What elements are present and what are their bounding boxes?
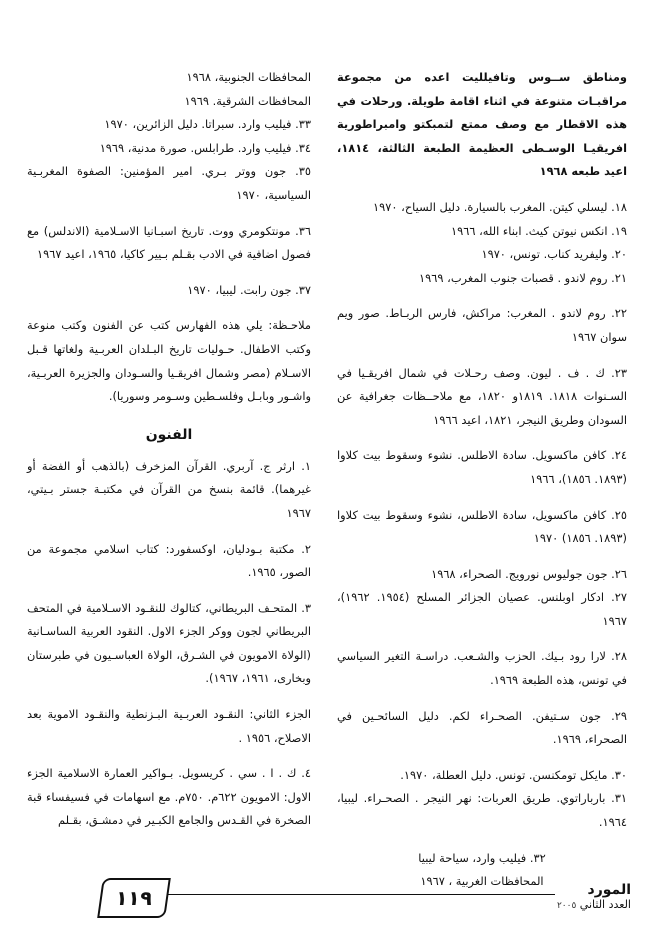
arts-item-3-part2: الجزء الثاني: النقـود العربـية البـزنطية والنقـود الاموية بعد الاصلاح، ١٩٥٦ . [27, 707, 311, 745]
ref-item-19: ١٩. انكس نيوتن كيث. ابناء الله، ١٩٦٦ [450, 223, 627, 238]
page-footer [0, 872, 661, 932]
ref-item-21: ٢١. روم لاندو . قصبات جنوب المغرب، ١٩٦٩ [419, 270, 627, 285]
footer-rule [168, 894, 555, 895]
note-paragraph: ملاحـظة: يلي هذه الفهارس كتب عن الفنون وكتب منوعة وكتب الاطفال. حـوليات تاريخ البـلدان العربـية ولغاتها قـبل الاسـلام (مصر وشمال افريقـيا والسـودان والجزيرة العربـية، واشـور وبابـل وفلسـطين وسـومر وسوريا). [27, 318, 311, 404]
ref-item-24: ٢٤. كافن ماكسويل. سادة الاطلس. نشوء وسقوط بيت كلاوا (١٨٩٣. ١٨٥٦)، ١٩٦٦ [337, 448, 627, 486]
ref-item-28: ٢٨. لارا رود بـيك. الحزب والشـعب. دراسـة التغير السياسي في تونس، هذه الطبعة ١٩٦٩. [337, 649, 627, 688]
arts-item-2: ٢. مكتبة بـودليان، اوكسفورد: كتاب اسلامي مجموعة من الصور، ١٩٦٥. [27, 541, 311, 580]
ref-item-23: ٢٣. ك . ف . ليون. وصف رحـلات في شمال افريقـيا في السـنوات ١٨١٨. ١٨١٩و ١٨٢٠، مع ملاحــظات جغرافية عن السودان وطريق النيجر، ١٨٢١، اعيد ١٩٦٦ [337, 365, 628, 427]
ref-item-29: ٢٩. جون سـتيفن. الصحـراء لكم. دليل السائحـين في الصحراء، ١٩٦٩. [337, 708, 627, 747]
arts-item-1: ١. ارثر ج. آربري. القرآن المزخرف (بالذهب أو الفضة أو غيرهما). قائمة بنسخ من القرآن في مكتبـة جستر بـيتي، ١٩٦٧ [27, 458, 311, 520]
magazine-name: المورد [587, 882, 631, 898]
left-column [27, 66, 311, 833]
ref-item-30: ٣٠. مايكل تومكنسن. تونس. دليل العطلة، ١٩٧٠. [400, 767, 627, 782]
ref-item-18: ١٨. ليسلي كيتن. المغرب بالسيارة. دليل السياح، ١٩٧٠ [373, 199, 627, 214]
ref-item-32: ٣٢. فيليب وارد، سياحة ليبيا [418, 850, 546, 865]
ref-item-33: ٣٣. فيليب وارد. سبراتا. دليل الزائرين، ١٩٧٠ [104, 117, 311, 132]
magazine-masthead [555, 882, 631, 913]
ref-item-20: ٢٠. وليفريد كناب. تونس، ١٩٧٠ [481, 247, 627, 262]
ref-item-37: ٣٧. جون رابت. ليبيا، ١٩٧٠ [187, 282, 311, 297]
ref-item-27: ٢٧. ادكار اوبلنس. عصيان الجزائر المسلح (١٩٥٤. ١٩٦٢)، ١٩٦٧ [337, 590, 628, 628]
ref-item-36: ٣٦. مونتكومري ووت. تاريخ اسبـانيا الاسـلامية (الاندلس) مع فصول اضافية في الادب بقـلم بـيير كاكيا، ١٩٦٥، اعيد ١٩٦٧ [27, 223, 311, 262]
ref-item-35: ٣٥. جون ووتر بـري. امير المؤمنين: الصفوة المغربـية السياسية، ١٩٧٠ [27, 164, 311, 202]
arts-item-3: ٣. المتحـف البريطاني، كتالوك للنقـود الاسـلامية في المتحف البريطاني لجون ووكر الجزء الاول. النقود العربية الساسـانية (الولاة الامويون في الشـرق، الولاة العباسـيون في طبرستان وبخارى، ١٩٦١، ١٩٦٧). [27, 600, 311, 686]
ref-item-25: ٢٥. كافن ماكسويل، سادة الاطلس، نشوء وسقوط بيت كلاوا (١٨٩٣. ١٨٥٦) ١٩٧٠ [337, 507, 627, 546]
arts-item-4: ٤. ك . ا . سي . كريسويل. بـواكير العمارة الاسلامية الجزء الاول: الامويون ٦٢٢م. ٧٥٠م. مع اسهامات في فسيفساء قبة الصخرة في القـدس والجامع الكبـير في دمشـق، بقـلم [27, 766, 311, 828]
arts-heading: الفنون [145, 426, 193, 443]
ref-item-26: ٢٦. جون جوليوس نورويج. الصحراء، ١٩٦٨ [431, 566, 627, 581]
ref-cont-southern: المحافظات الجنوبية، ١٩٦٨ [186, 70, 311, 84]
ref-item-34: ٣٤. فيليب وارد. طرابلس. صورة مدنية، ١٩٦٩ [99, 140, 311, 155]
ref-item-22: ٢٢. روم لاندو . المغرب: مراكش، فارس الربـاط. صور ويم سوان ١٩٦٧ [337, 306, 627, 344]
ref-paragraph: ومناطق ســوس وتافيلليت اعده من مجموعة مراقبـات متنوعة في اثناء اقامة طويلة. ورحلات في هذه الاقطار مع وصف ممتع لتمبكتو وامبراطورية افريقيـا الوسـطى العظيمة الطبعة الثالثة، ١٨١٤، اعيد طبعه ١٩٦٨ [337, 70, 627, 179]
issue-year: ٢٠٠٥ [556, 901, 577, 911]
issue-line [555, 898, 631, 913]
ref-item-32-cont: المحافظات الغربية ، ١٩٦٧ [420, 874, 544, 889]
ref-cont-eastern: المحافظات الشرقية. ١٩٦٩ [184, 93, 311, 108]
issue-label: العدد الثاني [579, 898, 631, 911]
ref-item-31: ٣١. بارباراتوي. طريق العربات: نهر النيجر . الصحـراء. ليبيا، ١٩٦٤. [337, 791, 627, 830]
right-column [337, 66, 627, 894]
page-number: ١١٩ [97, 878, 171, 918]
